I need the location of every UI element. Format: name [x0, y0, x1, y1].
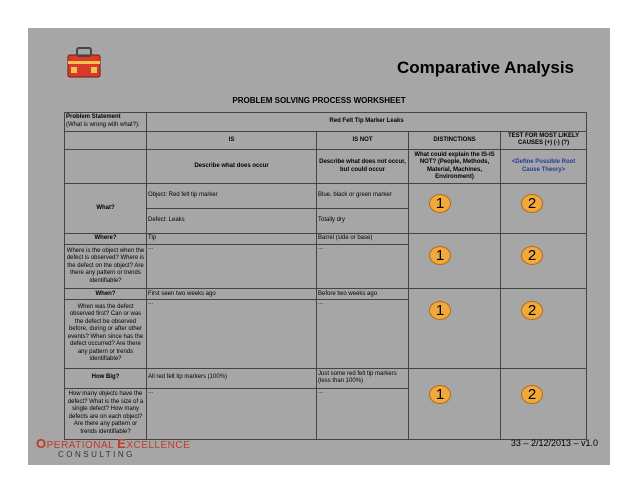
- problem-value[interactable]: Red Felt Tip Marker Leaks: [147, 113, 587, 132]
- howbig-is-1[interactable]: All red felt tip markers (100%): [147, 368, 317, 388]
- badge-1: 1: [429, 194, 451, 213]
- toolbox-icon: [64, 41, 104, 81]
- when-is-2[interactable]: ...: [147, 300, 317, 368]
- when-is-1[interactable]: First seen two weeks ago: [147, 289, 317, 300]
- page-number: 33 – 2/12/2013 – v1.0: [510, 438, 598, 448]
- col-distinctions: DISTINCTIONS: [409, 131, 501, 149]
- where-is-2[interactable]: ...: [147, 244, 317, 289]
- sub-is: Describe what does occur: [147, 149, 317, 184]
- badge-1: 1: [429, 301, 451, 320]
- when-not-2[interactable]: ...: [317, 300, 409, 368]
- problem-label: Problem Statement (What is wrong with what?):: [65, 113, 147, 132]
- what-object-is[interactable]: Object: Red felt tip marker: [147, 184, 317, 209]
- consulting-text: CONSULTING: [58, 450, 135, 459]
- howbig-not-2[interactable]: ...: [317, 388, 409, 439]
- sub-distinctions: What could explain the IS-IS NOT? (People, Methods, Material, Machines, Environment): [409, 149, 501, 184]
- where-distinction[interactable]: [409, 233, 501, 289]
- where-is-1[interactable]: Tip: [147, 233, 317, 244]
- badge-2: 2: [521, 301, 543, 320]
- badge-2: 2: [521, 246, 543, 265]
- worksheet: [64, 112, 586, 440]
- row-what-label: What?: [65, 184, 147, 233]
- badge-2: 2: [521, 194, 543, 213]
- howbig-not-1[interactable]: Just some red felt tip markers (less than 100%): [317, 368, 409, 388]
- row-where-desc: Where is the object when the defect is observed? Where is the defect on the object? Are there any pattern or trends identifiable?: [65, 244, 147, 289]
- where-not-2[interactable]: ...: [317, 244, 409, 289]
- what-defect-not[interactable]: Totally dry: [317, 208, 409, 233]
- row-when-desc: When was the defect observed first? Can or was the defect be observed before, during or after other events? When since has the defect occurred? Are there any pattern or trends identifiable?: [65, 300, 147, 368]
- sub-is-not: Describe what does not occur, but could occur: [317, 149, 409, 184]
- howbig-is-2[interactable]: ...: [147, 388, 317, 439]
- blank-header: [65, 131, 147, 149]
- when-not-1[interactable]: Before two weeks ago: [317, 289, 409, 300]
- badge-2: 2: [521, 385, 543, 404]
- col-is-not: IS NOT: [317, 131, 409, 149]
- slide: [28, 28, 610, 465]
- col-is: IS: [147, 131, 317, 149]
- sub-test: <Define Possible Root Cause Theory>: [501, 149, 587, 184]
- blank-subheader: [65, 149, 147, 184]
- company-logo-text: OPERATIONAL EXCELLENCE: [36, 436, 191, 451]
- where-changes[interactable]: [501, 233, 587, 289]
- what-distinction[interactable]: [409, 184, 501, 233]
- row-howbig-label: How Big?: [65, 368, 147, 388]
- worksheet-subtitle: PROBLEM SOLVING PROCESS WORKSHEET: [232, 96, 406, 105]
- howbig-changes[interactable]: [501, 368, 587, 439]
- badge-1: 1: [429, 385, 451, 404]
- badge-1: 1: [429, 246, 451, 265]
- row-where-label: Where?: [65, 233, 147, 244]
- when-distinction[interactable]: [409, 289, 501, 368]
- worksheet-table: [64, 112, 587, 440]
- page-title: Comparative Analysis: [397, 58, 574, 77]
- where-not-1[interactable]: Barrel (side or base): [317, 233, 409, 244]
- what-object-not[interactable]: Blue, black or green marker: [317, 184, 409, 209]
- howbig-distinction[interactable]: [409, 368, 501, 439]
- row-howbig-desc: How many objects have the defect? What is the size of a single defect? How many defects are on each object? Are there any pattern or trends identifiable?: [65, 388, 147, 439]
- col-test: TEST FOR MOST LIKELY CAUSES (+) (-) (?): [501, 131, 587, 149]
- what-changes[interactable]: [501, 184, 587, 233]
- what-defect-is[interactable]: Defect: Leaks: [147, 208, 317, 233]
- when-changes[interactable]: [501, 289, 587, 368]
- row-when-label: When?: [65, 289, 147, 300]
